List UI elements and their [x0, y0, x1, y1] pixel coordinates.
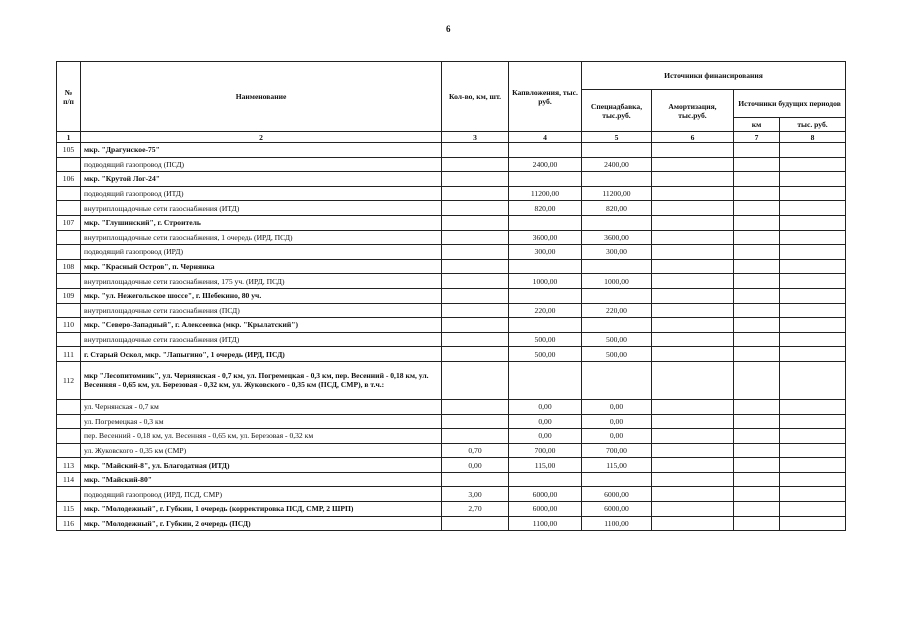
quantity-cell: [442, 472, 509, 487]
header-km: км: [734, 118, 780, 132]
future-km-cell: [734, 516, 780, 531]
capex-cell: [509, 361, 582, 399]
financing-table: [56, 61, 846, 531]
table-row: [57, 201, 846, 216]
amortization-cell: [652, 443, 734, 458]
row-number-cell: 105: [57, 143, 81, 158]
col-number: 2: [81, 132, 442, 143]
capex-cell: 3600,00: [509, 230, 582, 245]
quantity-cell: [442, 215, 509, 230]
amortization-cell: [652, 318, 734, 333]
col-number: 4: [509, 132, 582, 143]
capex-cell: 0,00: [509, 414, 582, 429]
future-km-cell: [734, 288, 780, 303]
table-row: [57, 347, 846, 362]
quantity-cell: 0,70: [442, 443, 509, 458]
future-amount-cell: [780, 186, 846, 201]
table-row: [57, 172, 846, 187]
table-row: [57, 288, 846, 303]
table-row: [57, 259, 846, 274]
future-km-cell: [734, 259, 780, 274]
quantity-cell: 0,00: [442, 458, 509, 473]
table-row: [57, 502, 846, 517]
future-km-cell: [734, 458, 780, 473]
quantity-cell: [442, 230, 509, 245]
item-name-cell: пер. Весенний - 0,18 км, ул. Весенняя - 0,65 км, ул. Березовая - 0,32 км: [81, 429, 442, 444]
amortization-cell: [652, 347, 734, 362]
header-sources: Источники финансирования: [582, 62, 846, 90]
quantity-cell: [442, 347, 509, 362]
future-amount-cell: [780, 516, 846, 531]
surcharge-cell: [582, 318, 652, 333]
amortization-cell: [652, 143, 734, 158]
item-name-cell: подводящий газопровод (ИТД): [81, 186, 442, 201]
surcharge-cell: 2400,00: [582, 157, 652, 172]
surcharge-cell: 0,00: [582, 429, 652, 444]
future-km-cell: [734, 399, 780, 414]
surcharge-cell: 220,00: [582, 303, 652, 318]
item-name-cell: мкр. "Красный Остров", п. Чернянка: [81, 259, 442, 274]
item-name-cell: мкр. "Молодежный", г. Губкин, 2 очередь (ПСД): [81, 516, 442, 531]
surcharge-cell: 1100,00: [582, 516, 652, 531]
table-row: [57, 516, 846, 531]
page-number: 6: [446, 24, 451, 34]
table-row: [57, 443, 846, 458]
future-km-cell: [734, 318, 780, 333]
header-future: Источники будущих периодов: [734, 90, 846, 118]
future-km-cell: [734, 201, 780, 216]
table-row: [57, 472, 846, 487]
table-row: [57, 318, 846, 333]
table-body: [57, 143, 846, 531]
table-row: [57, 274, 846, 289]
surcharge-cell: 0,00: [582, 414, 652, 429]
header-num: № п/п: [57, 62, 81, 132]
row-number-cell: [57, 157, 81, 172]
item-name-cell: внутриплощадочные сети газоснабжения, 175 уч. (ИРД, ПСД): [81, 274, 442, 289]
capex-cell: 6000,00: [509, 502, 582, 517]
surcharge-cell: [582, 472, 652, 487]
table-row: [57, 143, 846, 158]
item-name-cell: мкр. "Майский-80": [81, 472, 442, 487]
item-name-cell: мкр "Лесопитомник", ул. Чернянская - 0,7 км, ул. Погремецкая - 0,3 км, пер. Весенний - 0,18 км, ул. Весенняя - 0,65 км, ул. Березовая - 0,32 км, ул. Жуковского - 0,35 км (ПСД, СМР), в т.ч.:: [81, 361, 442, 399]
table-row: [57, 429, 846, 444]
future-amount-cell: [780, 414, 846, 429]
quantity-cell: [442, 399, 509, 414]
col-number: 8: [780, 132, 846, 143]
future-km-cell: [734, 230, 780, 245]
future-km-cell: [734, 443, 780, 458]
capex-cell: [509, 288, 582, 303]
future-amount-cell: [780, 143, 846, 158]
col-number: 1: [57, 132, 81, 143]
future-amount-cell: [780, 157, 846, 172]
quantity-cell: [442, 516, 509, 531]
surcharge-cell: [582, 361, 652, 399]
surcharge-cell: 6000,00: [582, 487, 652, 502]
future-amount-cell: [780, 230, 846, 245]
future-amount-cell: [780, 318, 846, 333]
item-name-cell: ул. Жуковского - 0,35 км (СМР): [81, 443, 442, 458]
capex-cell: [509, 172, 582, 187]
capex-cell: 500,00: [509, 332, 582, 347]
future-amount-cell: [780, 347, 846, 362]
future-amount-cell: [780, 303, 846, 318]
surcharge-cell: 820,00: [582, 201, 652, 216]
capex-cell: 820,00: [509, 201, 582, 216]
table-row: [57, 303, 846, 318]
capex-cell: 0,00: [509, 399, 582, 414]
capex-cell: 500,00: [509, 347, 582, 362]
table-row: [57, 332, 846, 347]
row-number-cell: 116: [57, 516, 81, 531]
row-number-cell: 111: [57, 347, 81, 362]
future-km-cell: [734, 361, 780, 399]
future-amount-cell: [780, 201, 846, 216]
capex-cell: [509, 472, 582, 487]
row-number-cell: 110: [57, 318, 81, 333]
table-row: [57, 414, 846, 429]
capex-cell: 11200,00: [509, 186, 582, 201]
row-number-cell: 113: [57, 458, 81, 473]
row-number-cell: 115: [57, 502, 81, 517]
future-km-cell: [734, 414, 780, 429]
row-number-cell: [57, 443, 81, 458]
future-amount-cell: [780, 215, 846, 230]
surcharge-cell: 6000,00: [582, 502, 652, 517]
item-name-cell: внутриплощадочные сети газоснабжения, 1 очередь (ИРД, ПСД): [81, 230, 442, 245]
capex-cell: 1100,00: [509, 516, 582, 531]
header-capex: Капвложения, тыс. руб.: [509, 62, 582, 132]
future-km-cell: [734, 347, 780, 362]
future-km-cell: [734, 245, 780, 260]
quantity-cell: [442, 288, 509, 303]
quantity-cell: [442, 143, 509, 158]
amortization-cell: [652, 186, 734, 201]
amortization-cell: [652, 458, 734, 473]
col-number: 7: [734, 132, 780, 143]
row-number-cell: 112: [57, 361, 81, 399]
row-number-cell: 107: [57, 215, 81, 230]
item-name-cell: мкр. "Драгунское-75": [81, 143, 442, 158]
capex-cell: 700,00: [509, 443, 582, 458]
row-number-cell: [57, 303, 81, 318]
item-name-cell: мкр. "Северо-Западный", г. Алексеевка (мкр. "Крылатский"): [81, 318, 442, 333]
surcharge-cell: 1000,00: [582, 274, 652, 289]
item-name-cell: внутриплощадочные сети газоснабжения (ПСД): [81, 303, 442, 318]
quantity-cell: [442, 332, 509, 347]
row-number-cell: 114: [57, 472, 81, 487]
surcharge-cell: 3600,00: [582, 230, 652, 245]
future-km-cell: [734, 429, 780, 444]
amortization-cell: [652, 201, 734, 216]
table-row: [57, 215, 846, 230]
capex-cell: [509, 143, 582, 158]
item-name-cell: подводящий газопровод (ПСД): [81, 157, 442, 172]
item-name-cell: подводящий газопровод (ИРД): [81, 245, 442, 260]
item-name-cell: внутриплощадочные сети газоснабжения (ИТД): [81, 332, 442, 347]
row-number-cell: [57, 245, 81, 260]
quantity-cell: [442, 303, 509, 318]
future-amount-cell: [780, 259, 846, 274]
row-number-cell: [57, 429, 81, 444]
item-name-cell: мкр. "Молодежный", г. Губкин, 1 очередь (корректировка ПСД, СМР, 2 ШРП): [81, 502, 442, 517]
future-amount-cell: [780, 245, 846, 260]
amortization-cell: [652, 332, 734, 347]
quantity-cell: [442, 429, 509, 444]
amortization-cell: [652, 429, 734, 444]
item-name-cell: ул. Чернянская - 0,7 км: [81, 399, 442, 414]
surcharge-cell: [582, 172, 652, 187]
item-name-cell: мкр. "Глушинский", г. Строитель: [81, 215, 442, 230]
surcharge-cell: 500,00: [582, 347, 652, 362]
header-surcharge: Спецнадбавка, тыс.руб.: [582, 90, 652, 132]
amortization-cell: [652, 487, 734, 502]
surcharge-cell: 11200,00: [582, 186, 652, 201]
amortization-cell: [652, 215, 734, 230]
capex-cell: 6000,00: [509, 487, 582, 502]
amortization-cell: [652, 399, 734, 414]
header-thousand: тыс. руб.: [780, 118, 846, 132]
future-km-cell: [734, 303, 780, 318]
capex-cell: [509, 259, 582, 274]
future-amount-cell: [780, 458, 846, 473]
future-km-cell: [734, 172, 780, 187]
table-header: [57, 62, 846, 143]
quantity-cell: [442, 186, 509, 201]
capex-cell: 1000,00: [509, 274, 582, 289]
item-name-cell: г. Старый Оскол, мкр. "Лапыгино", 1 очередь (ИРД, ПСД): [81, 347, 442, 362]
amortization-cell: [652, 502, 734, 517]
amortization-cell: [652, 274, 734, 289]
item-name-cell: мкр. "ул. Нежегольское шоссе", г. Шебекино, 80 уч.: [81, 288, 442, 303]
row-number-cell: [57, 201, 81, 216]
surcharge-cell: 115,00: [582, 458, 652, 473]
future-amount-cell: [780, 429, 846, 444]
column-numbers-row: [57, 132, 846, 143]
amortization-cell: [652, 259, 734, 274]
row-number-cell: [57, 487, 81, 502]
amortization-cell: [652, 230, 734, 245]
quantity-cell: [442, 201, 509, 216]
row-number-cell: [57, 230, 81, 245]
table-row: [57, 186, 846, 201]
row-number-cell: [57, 332, 81, 347]
amortization-cell: [652, 157, 734, 172]
amortization-cell: [652, 516, 734, 531]
future-amount-cell: [780, 288, 846, 303]
future-km-cell: [734, 143, 780, 158]
row-number-cell: [57, 399, 81, 414]
header-qty: Кол-во, км, шт.: [442, 62, 509, 132]
future-amount-cell: [780, 487, 846, 502]
header-amort: Амортизация, тыс.руб.: [652, 90, 734, 132]
amortization-cell: [652, 172, 734, 187]
capex-cell: [509, 215, 582, 230]
surcharge-cell: [582, 215, 652, 230]
capex-cell: 2400,00: [509, 157, 582, 172]
quantity-cell: 3,00: [442, 487, 509, 502]
header-name: Наименование: [81, 62, 442, 132]
amortization-cell: [652, 472, 734, 487]
item-name-cell: мкр. "Крутой Лог-24": [81, 172, 442, 187]
future-amount-cell: [780, 274, 846, 289]
row-number-cell: [57, 274, 81, 289]
table-row: [57, 487, 846, 502]
capex-cell: 220,00: [509, 303, 582, 318]
row-number-cell: [57, 414, 81, 429]
quantity-cell: [442, 274, 509, 289]
quantity-cell: [442, 318, 509, 333]
col-number: 3: [442, 132, 509, 143]
table-row: [57, 230, 846, 245]
surcharge-cell: 500,00: [582, 332, 652, 347]
future-amount-cell: [780, 502, 846, 517]
future-km-cell: [734, 502, 780, 517]
amortization-cell: [652, 245, 734, 260]
quantity-cell: [442, 172, 509, 187]
col-number: 6: [652, 132, 734, 143]
quantity-cell: [442, 245, 509, 260]
amortization-cell: [652, 303, 734, 318]
table-row: [57, 157, 846, 172]
capex-cell: 300,00: [509, 245, 582, 260]
surcharge-cell: 300,00: [582, 245, 652, 260]
surcharge-cell: [582, 288, 652, 303]
future-km-cell: [734, 157, 780, 172]
quantity-cell: 2,70: [442, 502, 509, 517]
future-km-cell: [734, 487, 780, 502]
row-number-cell: 106: [57, 172, 81, 187]
item-name-cell: мкр. "Майский-8", ул. Благодатная (ИТД): [81, 458, 442, 473]
table-row: [57, 245, 846, 260]
capex-cell: 0,00: [509, 429, 582, 444]
future-amount-cell: [780, 361, 846, 399]
capex-cell: 115,00: [509, 458, 582, 473]
quantity-cell: [442, 157, 509, 172]
row-number-cell: 109: [57, 288, 81, 303]
future-km-cell: [734, 332, 780, 347]
surcharge-cell: 0,00: [582, 399, 652, 414]
future-amount-cell: [780, 472, 846, 487]
amortization-cell: [652, 288, 734, 303]
table-row: [57, 458, 846, 473]
future-amount-cell: [780, 172, 846, 187]
future-amount-cell: [780, 332, 846, 347]
item-name-cell: подводящий газопровод (ИРД, ПСД, СМР): [81, 487, 442, 502]
surcharge-cell: [582, 259, 652, 274]
item-name-cell: внутриплощадочные сети газоснабжения (ИТД): [81, 201, 442, 216]
col-number: 5: [582, 132, 652, 143]
quantity-cell: [442, 361, 509, 399]
future-km-cell: [734, 186, 780, 201]
amortization-cell: [652, 414, 734, 429]
future-km-cell: [734, 472, 780, 487]
table-row: [57, 399, 846, 414]
future-amount-cell: [780, 443, 846, 458]
table-row: [57, 361, 846, 399]
quantity-cell: [442, 414, 509, 429]
quantity-cell: [442, 259, 509, 274]
future-km-cell: [734, 274, 780, 289]
surcharge-cell: 700,00: [582, 443, 652, 458]
future-km-cell: [734, 215, 780, 230]
row-number-cell: 108: [57, 259, 81, 274]
item-name-cell: ул. Погремецкая - 0,3 км: [81, 414, 442, 429]
future-amount-cell: [780, 399, 846, 414]
surcharge-cell: [582, 143, 652, 158]
row-number-cell: [57, 186, 81, 201]
amortization-cell: [652, 361, 734, 399]
capex-cell: [509, 318, 582, 333]
